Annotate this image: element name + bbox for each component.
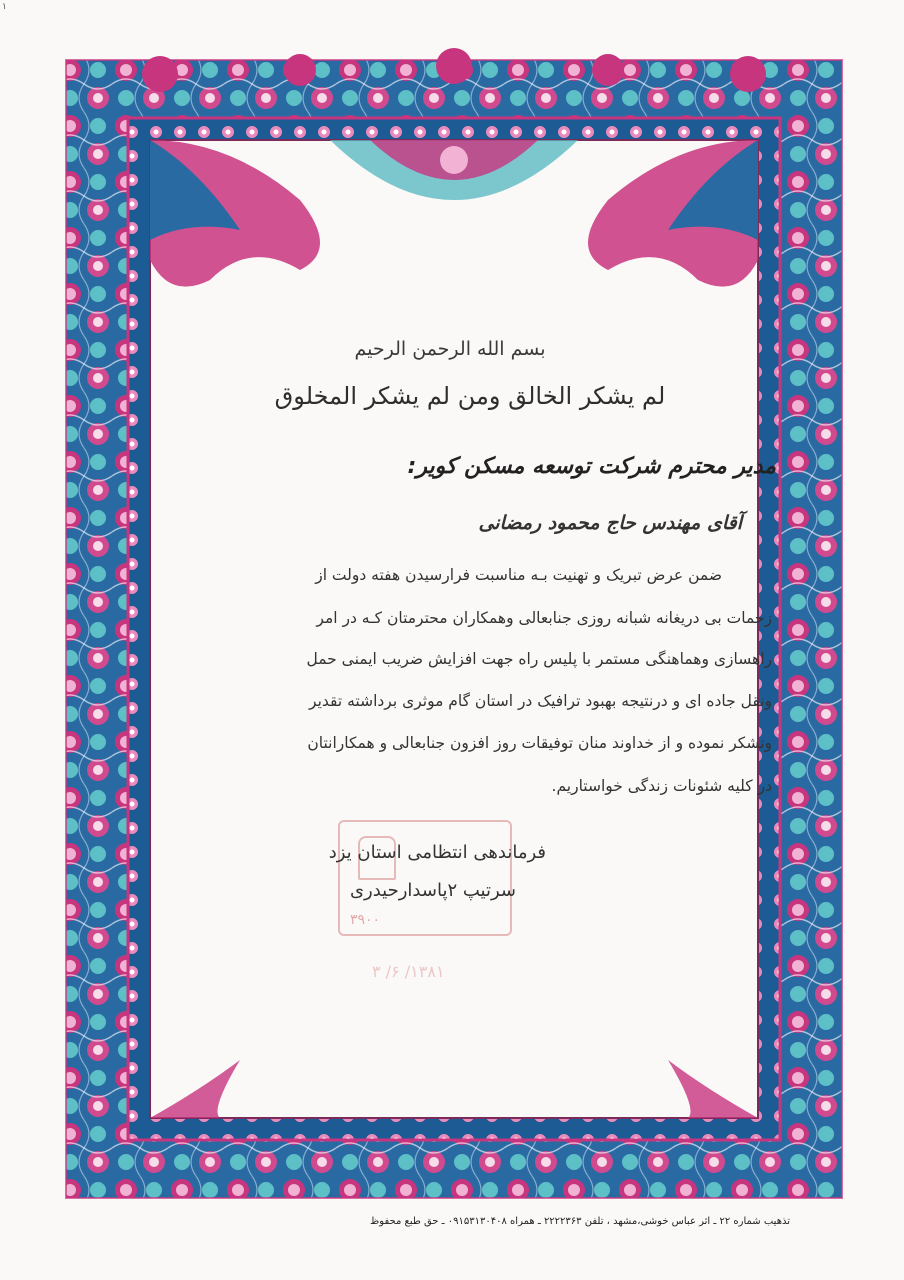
recipient-name: آقای مهندس حاج محمود رمضانی (478, 512, 742, 534)
basmala: بسم الله الرحمن الرحيم (354, 338, 546, 360)
body-line: در کلیه شئونات زندگی خواستاریم. (551, 777, 772, 795)
body-line: وتشکر نموده و از خداوند منان توفیقات روز افزون جنابعالی و همکارانتان (307, 734, 772, 752)
body-line: زحمات بی دریغانه شبانه روزی جنابعالی وهمکاران محترمتان کـه در امر (316, 609, 772, 627)
police-stamp (338, 820, 512, 936)
hadith-line: لم يشكر الخالق ومن لم يشكر المخلوق (274, 382, 666, 410)
recipient-title: مدیر محترم شرکت توسعه مسکن کویر: (407, 454, 776, 479)
signature-organization: فرماندهی انتظامی استان یزد (328, 842, 546, 863)
body-line: راهسازی وهماهنگی مستمر با پلیس راه جهت افزایش ضریب ایمنی حمل (306, 650, 772, 668)
stamp-number: ۳۹۰۰ (350, 912, 381, 928)
signature-name: سرتیپ ۲پاسدارحیدری (349, 880, 516, 901)
body-line: ضمن عرض تبریک و تهنیت بـه مناسبت فرارسیدن هفته دولت از (315, 566, 722, 584)
footer-credit: تذهیب شماره ۲۲ ـ اثر عباس خوشی،مشهد ، تلفن ۲۲۲۲۳۶۳ ـ همراه ۰۹۱۵۳۱۳۰۴۰۸ ـ حق طبع محفوظ (370, 1216, 790, 1227)
stamp-date: ۱۳۸۱/ ۶/ ۳ (372, 962, 445, 981)
body-line: ونقل جاده ای و درنتیجه بهبود ترافیک در استان گام موثری برداشته تقدیر (309, 692, 772, 710)
page-mark: ۱ (2, 2, 7, 12)
